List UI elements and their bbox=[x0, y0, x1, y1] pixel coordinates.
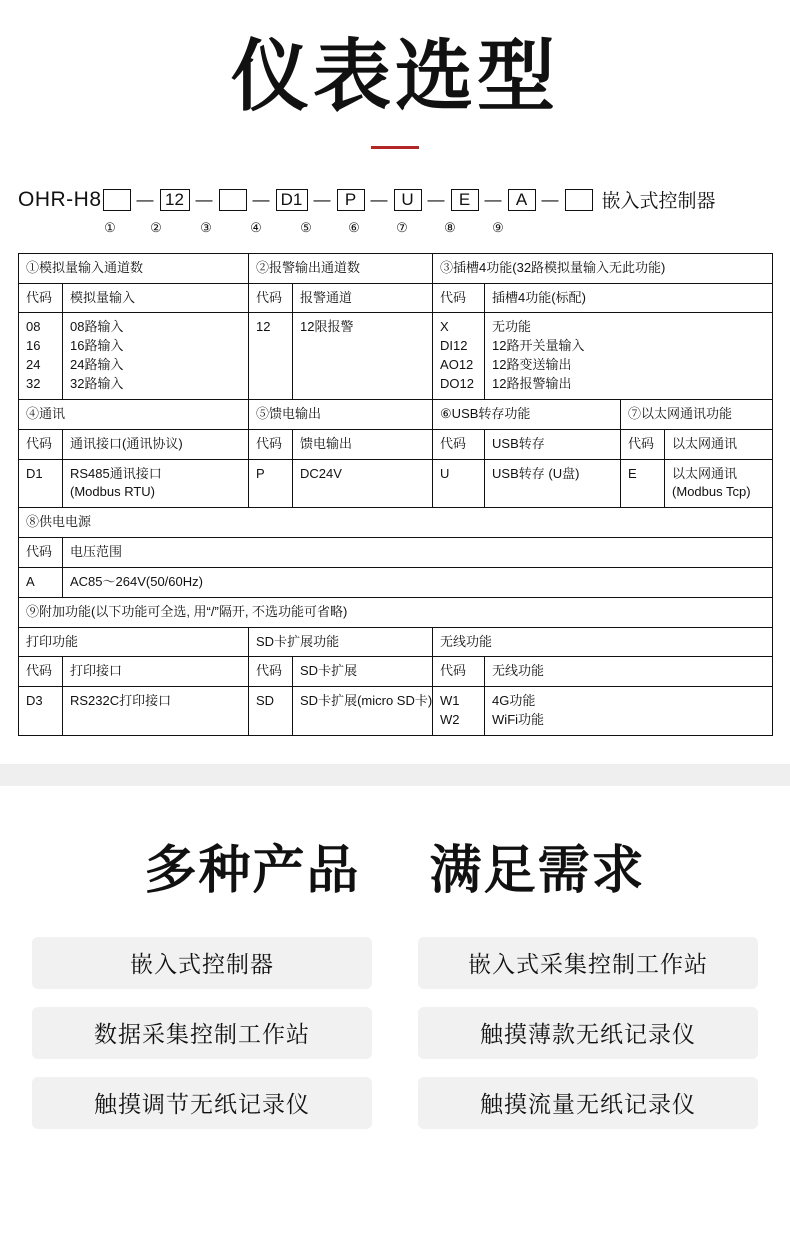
slot4-value-3: 12路报警输出 bbox=[492, 376, 572, 392]
table-row bbox=[19, 567, 773, 597]
model-number-7: ⑦ bbox=[396, 219, 408, 235]
product-chip[interactable]: 触摸调节无纸记录仪 bbox=[32, 1077, 372, 1129]
dash-3: — bbox=[252, 189, 270, 209]
model-box-6: U bbox=[394, 189, 422, 211]
analog-code-2: 24 bbox=[26, 357, 41, 373]
extra-group-print: 打印功能 bbox=[19, 627, 249, 657]
extra-group-wireless: 无线功能 bbox=[433, 627, 773, 657]
section-header-slot4: ③插槽4功能(32路模拟量输入无此功能) bbox=[433, 253, 773, 283]
feed-code: P bbox=[249, 459, 293, 508]
comm-value-line1: RS485通讯接口 bbox=[70, 465, 162, 481]
table-row bbox=[19, 627, 773, 657]
feed-value: DC24V bbox=[293, 459, 433, 508]
wireless-value-1: WiFi功能 bbox=[492, 712, 545, 728]
section2-title bbox=[0, 828, 790, 903]
slot4-value-0: 无功能 bbox=[492, 319, 532, 335]
section-header-alarm: ②报警输出通道数 bbox=[249, 253, 433, 283]
col-head-code-alarm: 代码 bbox=[249, 283, 293, 313]
alarm-value-0: 12限报警 bbox=[300, 319, 354, 335]
col-head-value-usb: USB转存 bbox=[485, 429, 621, 459]
eth-value-line1: 以太网通讯 bbox=[672, 465, 738, 481]
model-tail-label: 嵌入式控制器 bbox=[601, 191, 716, 213]
col-head-code-usb: 代码 bbox=[433, 429, 485, 459]
model-box-7: E bbox=[451, 189, 479, 211]
usb-value: USB转存 (U盘) bbox=[485, 459, 621, 508]
sd-value-0: SD卡扩展(micro SD卡) bbox=[300, 693, 433, 709]
print-code-0: D3 bbox=[26, 693, 43, 709]
product-chip[interactable]: 数据采集控制工作站 bbox=[32, 1007, 372, 1059]
comm-value-line2: (Modbus RTU) bbox=[70, 484, 156, 500]
model-box-2: 12 bbox=[160, 189, 190, 211]
specification-table bbox=[18, 253, 773, 736]
section-header-analog: ①模拟量输入通道数 bbox=[19, 253, 249, 283]
model-box-4: D1 bbox=[276, 189, 308, 211]
col-head-value-analog: 模拟量输入 bbox=[63, 283, 249, 313]
table-row bbox=[19, 399, 773, 429]
wireless-code-list bbox=[433, 687, 485, 736]
table-row bbox=[19, 687, 773, 736]
model-number-row bbox=[18, 219, 790, 237]
model-box-3 bbox=[219, 189, 247, 211]
analog-code-list bbox=[19, 313, 63, 399]
section-divider-band bbox=[0, 764, 790, 786]
dash-8: — bbox=[541, 189, 559, 209]
dash-4: — bbox=[313, 189, 331, 209]
power-value: AC85～264V(50/60Hz) bbox=[63, 567, 773, 597]
slot4-code-0: X bbox=[440, 319, 449, 335]
slot4-value-2: 12路变送输出 bbox=[492, 357, 572, 373]
wireless-code-0: W1 bbox=[440, 693, 460, 709]
col-head-code-analog: 代码 bbox=[19, 283, 63, 313]
table-row bbox=[19, 253, 773, 283]
title-block bbox=[0, 0, 790, 149]
analog-value-1: 16路输入 bbox=[70, 338, 124, 354]
wireless-value-list bbox=[485, 687, 773, 736]
col-head-value-sd: SD卡扩展 bbox=[293, 657, 433, 687]
product-chip-grid bbox=[32, 937, 758, 1129]
section-header-power: ⑧供电电源 bbox=[19, 508, 773, 538]
section-header-feed: ⑤馈电输出 bbox=[249, 399, 433, 429]
alarm-value-list bbox=[293, 313, 433, 399]
slot4-value-1: 12路开关量输入 bbox=[492, 338, 585, 354]
model-box-1 bbox=[103, 189, 131, 211]
alarm-code-0: 12 bbox=[256, 319, 271, 335]
col-head-code-sd: 代码 bbox=[249, 657, 293, 687]
col-head-value-slot4: 插槽4功能(标配) bbox=[485, 283, 773, 313]
table-row bbox=[19, 283, 773, 313]
col-head-code-comm: 代码 bbox=[19, 429, 63, 459]
col-head-code-feed: 代码 bbox=[249, 429, 293, 459]
table-row bbox=[19, 657, 773, 687]
extra-group-sd: SD卡扩展功能 bbox=[249, 627, 433, 657]
wireless-value-0: 4G功能 bbox=[492, 693, 536, 709]
table-row bbox=[19, 313, 773, 399]
analog-code-1: 16 bbox=[26, 338, 41, 354]
usb-code: U bbox=[433, 459, 485, 508]
analog-value-3: 32路输入 bbox=[70, 376, 124, 392]
table-row bbox=[19, 429, 773, 459]
analog-value-list bbox=[63, 313, 249, 399]
model-code-line bbox=[18, 185, 790, 215]
print-value-0: RS232C打印接口 bbox=[70, 693, 172, 709]
analog-value-2: 24路输入 bbox=[70, 357, 124, 373]
model-box-9 bbox=[565, 189, 593, 211]
col-head-value-comm: 通讯接口(通讯协议) bbox=[63, 429, 249, 459]
slot4-code-2: AO12 bbox=[440, 357, 474, 373]
model-number-4: ④ bbox=[250, 219, 262, 235]
col-head-value-feed: 馈电输出 bbox=[293, 429, 433, 459]
analog-value-0: 08路输入 bbox=[70, 319, 124, 335]
model-number-6: ⑥ bbox=[348, 219, 360, 235]
table-row bbox=[19, 459, 773, 508]
table-row bbox=[19, 508, 773, 538]
slot4-code-1: DI12 bbox=[440, 338, 468, 354]
analog-code-3: 32 bbox=[26, 376, 41, 392]
col-head-value-wireless: 无线功能 bbox=[485, 657, 773, 687]
col-head-code-slot4: 代码 bbox=[433, 283, 485, 313]
comm-value bbox=[63, 459, 249, 508]
model-box-8: A bbox=[508, 189, 536, 211]
table-row bbox=[19, 597, 773, 627]
section-header-extra: ⑨附加功能(以下功能可全选, 用“/”隔开, 不选功能可省略) bbox=[19, 597, 773, 627]
product-chip[interactable]: 嵌入式采集控制工作站 bbox=[418, 937, 758, 989]
eth-value-line2: (Modbus Tcp) bbox=[672, 484, 751, 500]
col-head-code-wireless: 代码 bbox=[433, 657, 485, 687]
slot4-value-list bbox=[485, 313, 773, 399]
slot4-code-3: DO12 bbox=[440, 376, 474, 392]
model-number-2: ② bbox=[150, 219, 162, 235]
dash-7: — bbox=[484, 189, 502, 209]
comm-code: D1 bbox=[19, 459, 63, 508]
sd-code-0: SD bbox=[256, 693, 275, 709]
sd-code-list bbox=[249, 687, 293, 736]
eth-code: E bbox=[621, 459, 665, 508]
dash-2: — bbox=[195, 189, 213, 209]
print-value-list bbox=[63, 687, 249, 736]
section2-title-left: 多种产品 bbox=[144, 841, 361, 900]
wireless-code-1: W2 bbox=[440, 712, 460, 728]
model-number-1: ① bbox=[104, 219, 116, 235]
model-code-area bbox=[0, 185, 790, 237]
model-number-8: ⑧ bbox=[444, 219, 456, 235]
dash-1: — bbox=[136, 189, 154, 209]
dash-5: — bbox=[370, 189, 388, 209]
title-divider bbox=[371, 146, 419, 149]
col-head-code-eth: 代码 bbox=[621, 429, 665, 459]
section-header-usb: ⑥USB转存功能 bbox=[433, 399, 621, 429]
slot4-code-list bbox=[433, 313, 485, 399]
model-number-9: ⑨ bbox=[492, 219, 504, 235]
section2-title-right: 满足需求 bbox=[429, 841, 646, 900]
sd-value-list bbox=[293, 687, 433, 736]
col-head-value-eth: 以太网通讯 bbox=[665, 429, 773, 459]
col-head-value-print: 打印接口 bbox=[63, 657, 249, 687]
model-number-5: ⑤ bbox=[300, 219, 312, 235]
table-row bbox=[19, 538, 773, 568]
print-code-list bbox=[19, 687, 63, 736]
col-head-value-alarm: 报警通道 bbox=[293, 283, 433, 313]
product-chip[interactable]: 触摸流量无纸记录仪 bbox=[418, 1077, 758, 1129]
col-head-value-power: 电压范围 bbox=[63, 538, 773, 568]
page-title: 仪表选型 bbox=[230, 32, 559, 120]
power-code: A bbox=[19, 567, 63, 597]
col-head-code-print: 代码 bbox=[19, 657, 63, 687]
eth-value bbox=[665, 459, 773, 508]
section-header-comm: ④通讯 bbox=[19, 399, 249, 429]
product-chip[interactable]: 嵌入式控制器 bbox=[32, 937, 372, 989]
alarm-code-list bbox=[249, 313, 293, 399]
model-box-5: P bbox=[337, 189, 365, 211]
dash-6: — bbox=[427, 189, 445, 209]
model-number-3: ③ bbox=[200, 219, 212, 235]
section-header-ethernet: ⑦以太网通讯功能 bbox=[621, 399, 773, 429]
col-head-code-power: 代码 bbox=[19, 538, 63, 568]
model-prefix: OHR-H8 bbox=[18, 187, 102, 211]
product-chip[interactable]: 触摸薄款无纸记录仪 bbox=[418, 1007, 758, 1059]
analog-code-0: 08 bbox=[26, 319, 41, 335]
